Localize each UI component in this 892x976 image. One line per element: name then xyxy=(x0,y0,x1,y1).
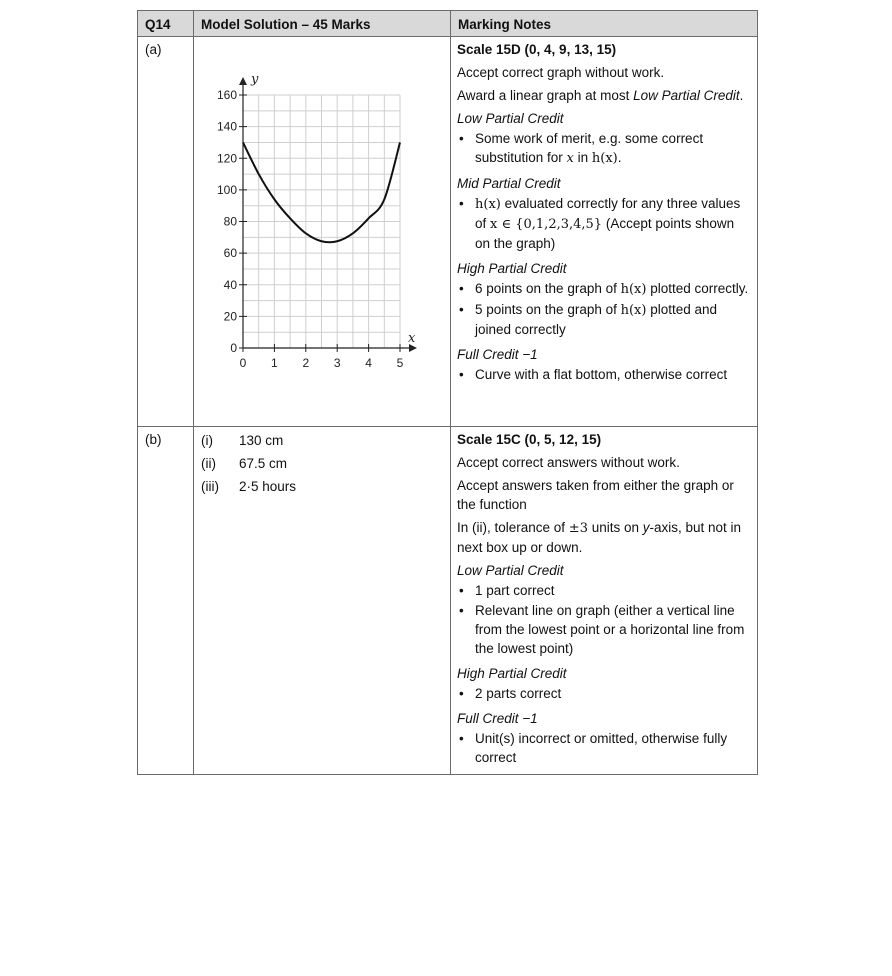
part-b-solution xyxy=(194,427,451,775)
question-number: Q14 xyxy=(138,11,194,37)
full-credit-list-b xyxy=(457,729,751,767)
list-item: • 6 points on the graph of h(x) plotted correctly. xyxy=(457,279,751,299)
low-partial-heading-b: Low Partial Credit xyxy=(457,563,564,578)
accept-b: Accept correct answers without work. xyxy=(457,455,680,470)
list-item: • Curve with a flat bottom, otherwise correct xyxy=(457,365,751,384)
mid-partial-heading-a: Mid Partial Credit xyxy=(457,176,561,191)
high-partial-list-a xyxy=(457,279,751,339)
award-linear: Award a linear graph at most Low Partial Credit. xyxy=(457,88,744,103)
list-item: • Some work of merit, e.g. some correct substitution for x in h(x). xyxy=(457,129,751,168)
marking-scheme-table xyxy=(137,10,758,775)
y-tick-label: 120 xyxy=(216,151,237,166)
part-b-label: (b) xyxy=(138,427,194,775)
low-partial-heading-a: Low Partial Credit xyxy=(457,111,564,126)
list-item: • 1 part correct xyxy=(457,581,751,600)
high-partial-heading-a: High Partial Credit xyxy=(457,261,567,276)
part-a-notes xyxy=(451,37,758,427)
x-axis-label: x xyxy=(408,331,416,346)
marking-notes-heading: Marking Notes xyxy=(451,11,758,37)
header-row xyxy=(138,11,758,37)
y-tick-label: 140 xyxy=(216,119,237,134)
list-item: • h(x) evaluated correctly for any three values of x ∈ {0,1,2,3,4,5} (Accept points shown on the graph) xyxy=(457,194,751,253)
accept-b-2: Accept answers taken from either the graph or the function xyxy=(457,478,734,512)
answer-iii: (iii) 2·5 hours xyxy=(201,479,297,494)
list-item: • 2 parts correct xyxy=(457,684,751,703)
y-tick-label: 100 xyxy=(216,182,237,197)
y-axis-arrow xyxy=(239,77,247,85)
part-b-row xyxy=(138,427,758,775)
list-item: • Relevant line on graph (either a vertical line from the lowest point or a horizontal line from the lowest point) xyxy=(457,601,751,658)
list-item: • Unit(s) incorrect or omitted, otherwise fully correct xyxy=(457,729,751,767)
part-a-label: (a) xyxy=(138,37,194,427)
x-tick-label: 0 xyxy=(239,356,247,370)
y-tick-label: 40 xyxy=(223,277,237,292)
y-tick-label: 0 xyxy=(230,341,237,355)
y-tick-label: 160 xyxy=(216,88,237,102)
x-tick-label: 4 xyxy=(365,356,372,370)
y-tick-label: 80 xyxy=(223,214,237,229)
y-tick-label: 20 xyxy=(223,309,237,324)
x-tick-label: 3 xyxy=(333,356,341,370)
part-b-notes xyxy=(451,427,758,775)
scale-a: Scale 15D (0, 4, 9, 13, 15) xyxy=(457,42,617,57)
full-credit-heading-b: Full Credit −1 xyxy=(457,711,538,726)
list-item: • 5 points on the graph of h(x) plotted and joined correctly xyxy=(457,300,751,339)
tolerance-note: In (ii), tolerance of ±3 units on y-axis, but not in next box up or down. xyxy=(457,520,742,555)
part-a-solution xyxy=(194,37,451,427)
full-credit-heading-a: Full Credit −1 xyxy=(457,347,538,362)
accept-a: Accept correct graph without work. xyxy=(457,65,665,80)
x-tick-label: 5 xyxy=(396,356,404,370)
low-partial-list-b xyxy=(457,581,751,658)
mid-partial-list-a xyxy=(457,194,751,253)
x-tick-label: 1 xyxy=(271,356,278,370)
high-partial-list-b xyxy=(457,684,751,703)
y-axis-label: y xyxy=(251,72,259,87)
scale-b: Scale 15C (0, 5, 12, 15) xyxy=(457,432,602,447)
y-tick-label: 60 xyxy=(223,246,237,261)
quadratic-graph xyxy=(194,37,450,370)
x-tick-label: 2 xyxy=(302,356,310,370)
part-a-row xyxy=(138,37,758,427)
low-partial-list-a xyxy=(457,129,751,168)
high-partial-heading-b: High Partial Credit xyxy=(457,666,567,681)
full-credit-list-a xyxy=(457,365,751,384)
answer-i: (i) 130 cm xyxy=(201,433,284,448)
model-solution-heading: Model Solution – 45 Marks xyxy=(194,11,451,37)
answer-ii: (ii) 67.5 cm xyxy=(201,456,288,471)
